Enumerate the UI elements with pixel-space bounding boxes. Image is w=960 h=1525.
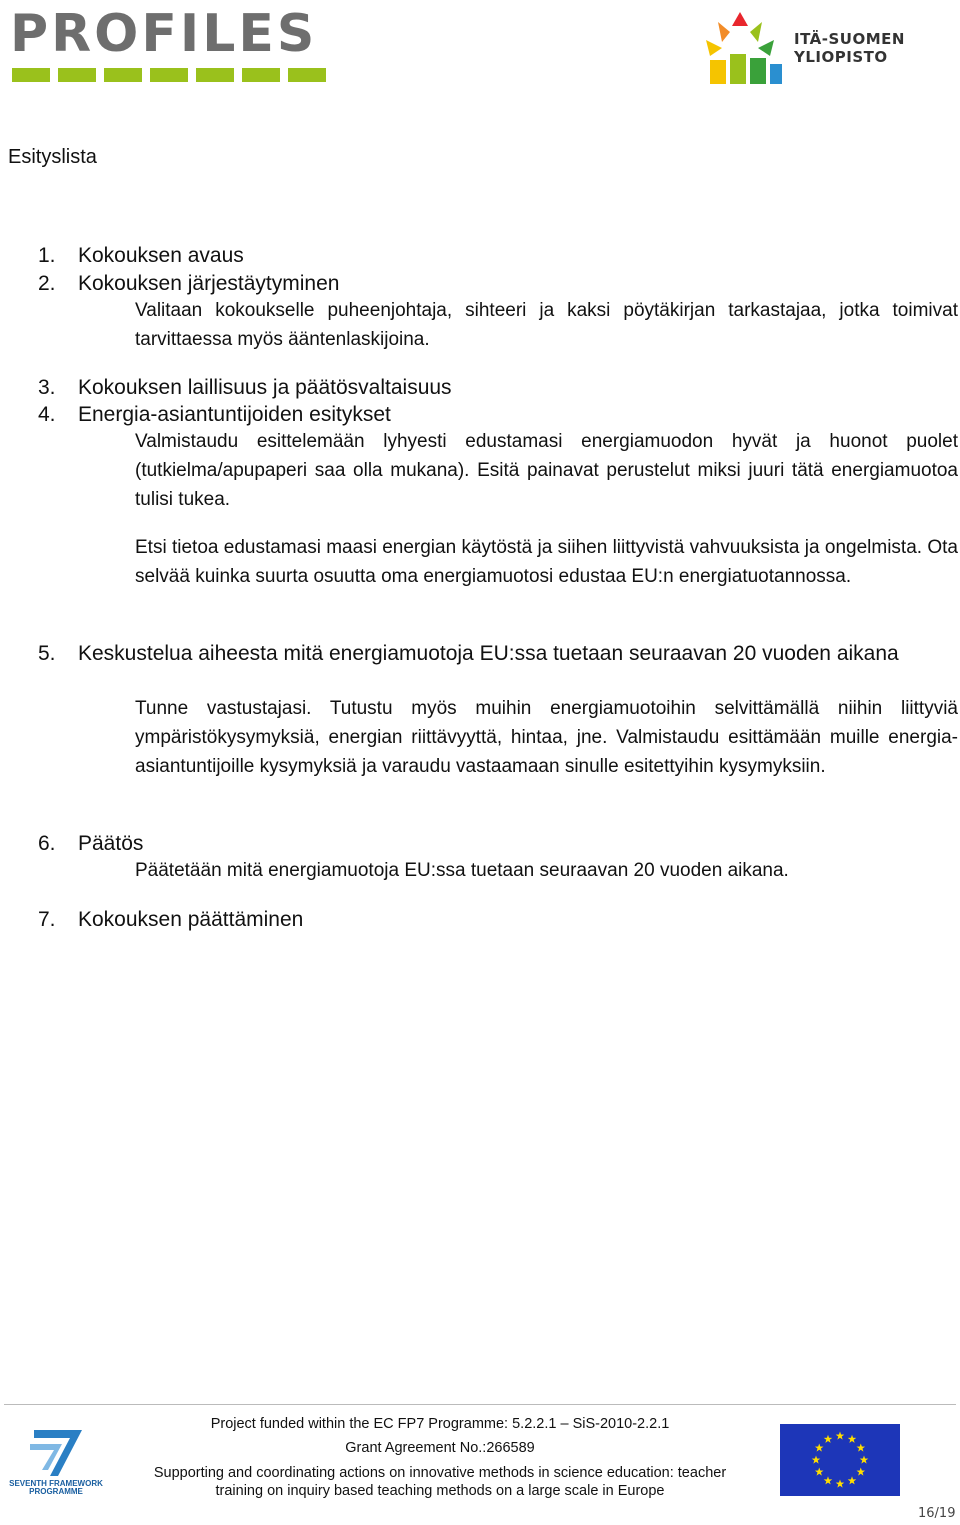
- svg-text:PROGRAMME: PROGRAMME: [29, 1487, 83, 1496]
- agenda-item-5-title: Keskustelua aiheesta mitä energiamuotoja EU:ssa tuetaan seuraavan 20 vuoden aikana: [78, 642, 899, 665]
- item-number: 4.: [38, 403, 56, 426]
- eu-star-icon: [812, 1456, 821, 1464]
- item-5-paragraph: Tunne vastustajasi. Tutustu myös muihin energiamuotoihin selvittämällä niihin liittyviä ympäristökysymyksiä, energian riittävyyttä, hintaa, jne. Valmistaudu esittämään muille energia-asiantuntijoille kysymyksiä ja varaudu vastaamaan sinulle esitettyihin kysymyksiin.: [135, 698, 958, 777]
- item-2-paragraph: Valitaan kokoukselle puheenjohtaja, sihteeri ja kaksi pöytäkirjan tarkastajaa, jotka toimivat tarvittaessa myös ääntenlaskijoina.: [135, 300, 958, 350]
- agenda-item-3: [38, 374, 452, 402]
- eu-star-icon: [860, 1456, 869, 1464]
- eu-star-icon: [857, 1444, 866, 1452]
- item-title: Kokouksen järjestäytyminen: [78, 272, 340, 295]
- eu-stars-icon: [780, 1424, 900, 1496]
- agenda-item-1: [38, 242, 244, 270]
- item-number: 3.: [38, 376, 56, 399]
- eu-star-icon: [824, 1435, 833, 1443]
- footer-grant-line: Grant Agreement No.:266589: [345, 1440, 535, 1456]
- page-title: Esityslista: [8, 146, 97, 168]
- eu-star-icon: [824, 1476, 833, 1484]
- agenda-item-6: [38, 830, 143, 858]
- eu-star-icon: [836, 1480, 845, 1488]
- fp7-logo: [9, 1424, 103, 1496]
- item-title: Kokouksen avaus: [78, 244, 244, 267]
- university-name: ITÄ-SUOMEN YLIOPISTO: [794, 30, 905, 66]
- eu-flag: [780, 1424, 900, 1496]
- item-number: 7.: [38, 908, 56, 931]
- profiles-logo-text: PROFILES: [10, 4, 318, 64]
- item-title: Päätös: [78, 832, 144, 855]
- item-number: 5.: [38, 642, 56, 665]
- svg-text:SEVENTH FRAMEWORK: SEVENTH FRAMEWORK: [9, 1479, 103, 1488]
- footer-description-line-2: training on inquiry based teaching methods on a large scale in Europe: [215, 1483, 665, 1499]
- eu-star-icon: [815, 1468, 824, 1476]
- agenda-item-4: [38, 401, 391, 429]
- eu-star-icon: [857, 1468, 866, 1476]
- item-6-paragraph: Päätetään mitä energiamuotoja EU:ssa tuetaan seuraavan 20 vuoden aikana.: [135, 860, 789, 881]
- agenda-item-7: [38, 906, 303, 934]
- page-number: 16/19: [918, 1506, 956, 1521]
- profiles-logo-bars: [12, 68, 326, 82]
- footer-description-line-1: Supporting and coordinating actions on innovative methods in science education: teacher: [153, 1465, 727, 1481]
- item-title: Kokouksen päättäminen: [78, 908, 304, 931]
- fp7-emblem-icon: [9, 1424, 103, 1496]
- eu-star-icon: [848, 1435, 857, 1443]
- item-4-paragraph-1: Valmistaudu esittelemään lyhyesti edustamasi energiamuodon hyvät ja huonot puolet (tutkielma/apupaperi saa olla mukana). Esitä painavat perustelut miksi juuri tätä energiamuotoa tulisi tukea.: [135, 431, 958, 510]
- eu-star-icon: [848, 1476, 857, 1484]
- item-title: Energia-asiantuntijoiden esitykset: [78, 403, 391, 426]
- agenda-item-5-number: [38, 640, 78, 668]
- item-number: 6.: [38, 832, 56, 855]
- item-number: 2.: [38, 272, 56, 295]
- eu-star-icon: [836, 1432, 845, 1440]
- item-4-paragraph-2: Etsi tietoa edustamasi maasi energian käytöstä ja siihen liittyvistä vahvuuksista ja ongelmista. Ota selvää kuinka suurta osuutta oma energiamuotosi edustaa EU:n energiatuotannossa.: [135, 537, 958, 587]
- item-title: Kokouksen laillisuus ja päätösvaltaisuus: [78, 376, 452, 399]
- profiles-logo: [10, 6, 340, 86]
- agenda-item-2: [38, 270, 339, 298]
- university-logo: [700, 4, 930, 90]
- university-emblem-icon: [700, 4, 790, 90]
- item-number: 1.: [38, 244, 56, 267]
- footer-funding-line: Project funded within the EC FP7 Programme: 5.2.2.1 – SiS-2010-2.2.1: [210, 1416, 670, 1432]
- footer-divider: [4, 1404, 956, 1405]
- eu-star-icon: [815, 1444, 824, 1452]
